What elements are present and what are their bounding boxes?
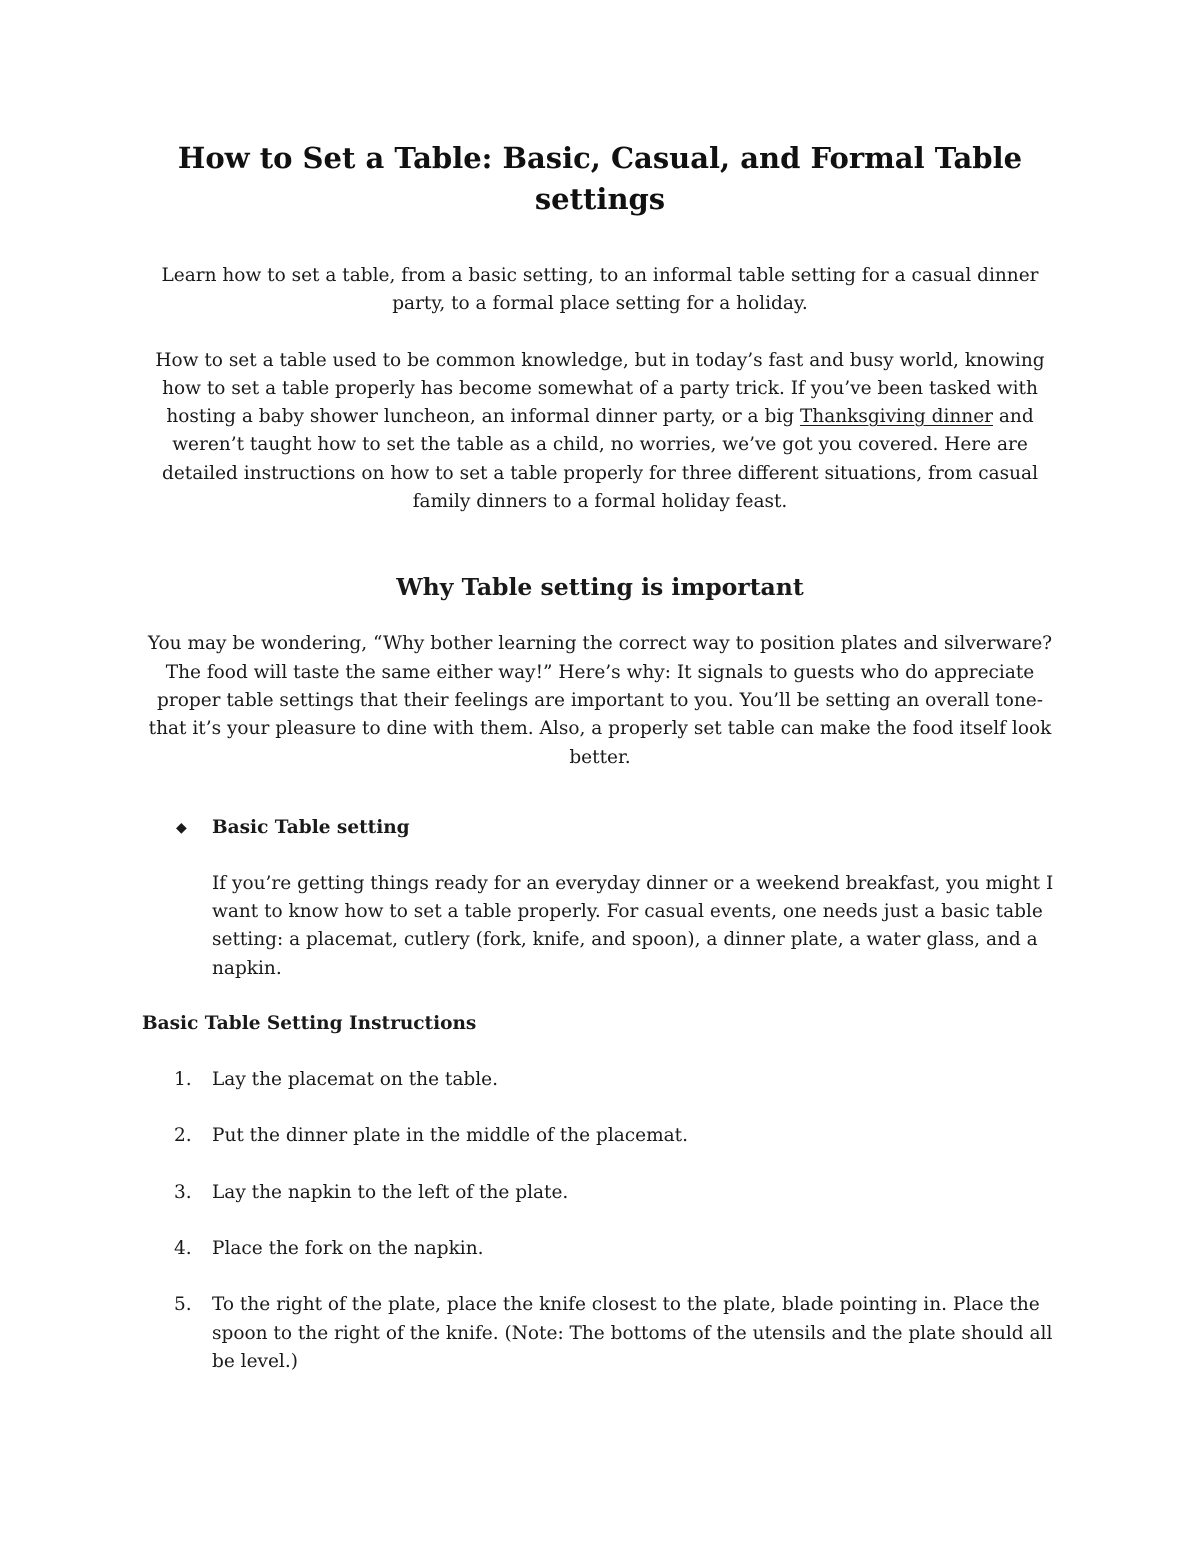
list-item-number: 4.: [174, 1237, 192, 1259]
instructions-heading: Basic Table Setting Instructions: [142, 1013, 477, 1035]
bullet-body-paragraph: If you’re getting things ready for an everyday dinner or a weekend breakfast, you might I want to know how to set a table properly. For casual events, one needs just a basic table setting: a placemat, cutlery (fork, knife, and spoon), a dinner plate, a water glass, and a napkin.: [212, 872, 1054, 979]
list-item: [142, 1179, 1058, 1207]
list-item-number: 2.: [174, 1125, 192, 1147]
list-item-text: Put the dinner plate in the middle of the placemat.: [212, 1125, 688, 1147]
list-item: [142, 1122, 1058, 1150]
bullet-item-basic-table-setting: [142, 814, 1058, 842]
list-item-text: Lay the placemat on the table.: [212, 1069, 498, 1091]
document-page: [142, 138, 1058, 1376]
list-item-text: To the right of the plate, place the knife closest to the plate, blade pointing in. Place the spoon to the right of the knife. (Note: The bottoms of the utensils and the plate should all be level.): [212, 1294, 1053, 1372]
lead-paragraph: Learn how to set a table, from a basic setting, to an informal table setting for a casual dinner party, to a formal place setting for a holiday.: [161, 265, 1039, 315]
why-heading: Why Table setting is important: [396, 573, 804, 602]
list-item-number: 3.: [174, 1181, 192, 1203]
why-paragraph: You may be wondering, “Why bother learning the correct way to position plates and silverware? The food will taste the same either way!” Here’s why: It signals to guests who do appreciate proper table settings that their feelings are important to you. You’ll be setting an overall tone-that it’s your pleasure to dine with them. Also, a properly set table can make the food itself look better.: [147, 633, 1053, 768]
bullet-title: Basic Table setting: [212, 816, 410, 838]
list-item: [142, 1291, 1058, 1376]
list-item-text: Place the fork on the napkin.: [212, 1237, 484, 1259]
thanksgiving-dinner-link[interactable]: Thanksgiving dinner: [799, 406, 993, 428]
list-item: [142, 1066, 1058, 1094]
diamond-bullet-icon: ◆: [176, 819, 187, 836]
intro-paragraph: [142, 347, 1058, 517]
intro-text-after-link: and weren’t taught how to set the table as a child, no worries, we’ve got you covered. Here are detailed instructions on how to set a table properly for three different situations, from casual family dinners to a formal holiday feast.: [162, 406, 1038, 513]
list-item-text: Lay the napkin to the left of the plate.: [212, 1181, 569, 1203]
instructions-list: [142, 1066, 1058, 1376]
page-title: How to Set a Table: Basic, Casual, and Formal Table settings: [177, 141, 1023, 216]
intro-text-before-link: How to set a table used to be common knowledge, but in today’s fast and busy world, knowing how to set a table properly has become somewhat of a party trick. If you’ve been tasked with hosting a baby shower luncheon, an informal dinner party, or a big: [155, 349, 1045, 428]
list-item-number: 5.: [174, 1294, 192, 1316]
list-item-number: 1.: [174, 1069, 192, 1091]
list-item: [142, 1235, 1058, 1263]
